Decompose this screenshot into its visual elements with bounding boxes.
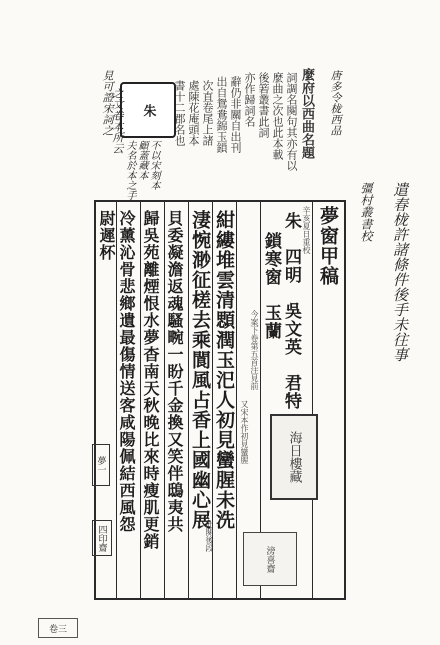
lower-margin-label: 四印齋 <box>92 520 112 556</box>
left-annotation: 書十二郡名也 <box>173 80 186 146</box>
right-frame-rule <box>344 200 346 600</box>
main-text-column: 夢窗甲稿 <box>317 206 339 286</box>
column-divider <box>236 200 237 600</box>
left-annotation: 麼府以西曲名題 <box>299 68 314 159</box>
far-left-annotation: 顧蓋藏本 <box>136 140 147 180</box>
main-text-column: 紺縷堆雲清顋潤玉汜人初見蠻腥未洗 <box>213 210 235 530</box>
interlinear-note: 又宋本作初見蠻腥 <box>240 400 249 464</box>
left-annotation: 麼曲之次也此本載 <box>271 72 284 160</box>
main-text-column: 貝委凝澹返魂騷畹一盼千金換又笑伴鴟夷共 <box>165 210 184 533</box>
collector-stamp: 海日樓藏 <box>270 414 318 500</box>
interlinear-note: 此闋後段 <box>205 520 214 552</box>
left-annotation: 出自鴛鴦錦玉鎖 <box>215 76 228 153</box>
column-divider <box>312 200 313 600</box>
seal-stamp: 朱 <box>120 82 176 138</box>
page-marker: 夢一 <box>92 444 110 486</box>
header-annotation: 彊村叢書校 <box>359 182 373 242</box>
far-left-annotation: 之文卷本所云 <box>111 88 124 154</box>
main-text-column: 淒惋渺征槎去乘閬風占香上國幽心展 <box>189 210 211 530</box>
top-frame-rule <box>94 200 346 202</box>
edge-label: 卷三 <box>38 618 78 638</box>
main-text-column: 鎖寒窗 玉蘭 <box>261 232 281 340</box>
small-seal-stamp: 滂喜齋 <box>243 532 297 586</box>
left-annotation: 亦作歸詞名 <box>243 72 256 127</box>
left-annotation: 辭仍非關自出刊 <box>229 76 242 153</box>
far-left-annotation: 不以宋刻本 <box>148 140 159 190</box>
left-annotation: 後箬叢書此詞 <box>257 72 270 138</box>
main-text-column: 歸吳苑離煙恨水夢杳南天秋晚比來時瘦肌更銷 <box>141 210 160 550</box>
main-text-column: 冷薰沁骨悲鄉遺最傷情送客咸陽佩結西風怨 <box>117 210 136 533</box>
left-annotation: 詞調名闋句其亦有以 <box>285 72 298 171</box>
bottom-frame-rule <box>94 598 346 600</box>
interlinear-note: 辛亥夏日重校 <box>302 206 311 254</box>
main-text-column: 朱 四明 吳文英 君特 <box>281 212 301 410</box>
main-text-column: 尉遲杯 <box>97 210 116 261</box>
header-annotation: 唐多令栊西品 <box>329 70 342 136</box>
header-annotation: 遣春栊許諸條件後手未往事 <box>391 182 409 362</box>
interlinear-note: 今案下卷第五首注見前 <box>250 310 259 390</box>
far-left-annotation: 見可證宋詞之 <box>101 70 114 136</box>
left-annotation: 處陳花庵頭本 <box>187 80 200 146</box>
far-left-annotation: 夫名於本之手 <box>124 140 135 200</box>
left-annotation: 次直卷尾上諸 <box>201 80 214 146</box>
